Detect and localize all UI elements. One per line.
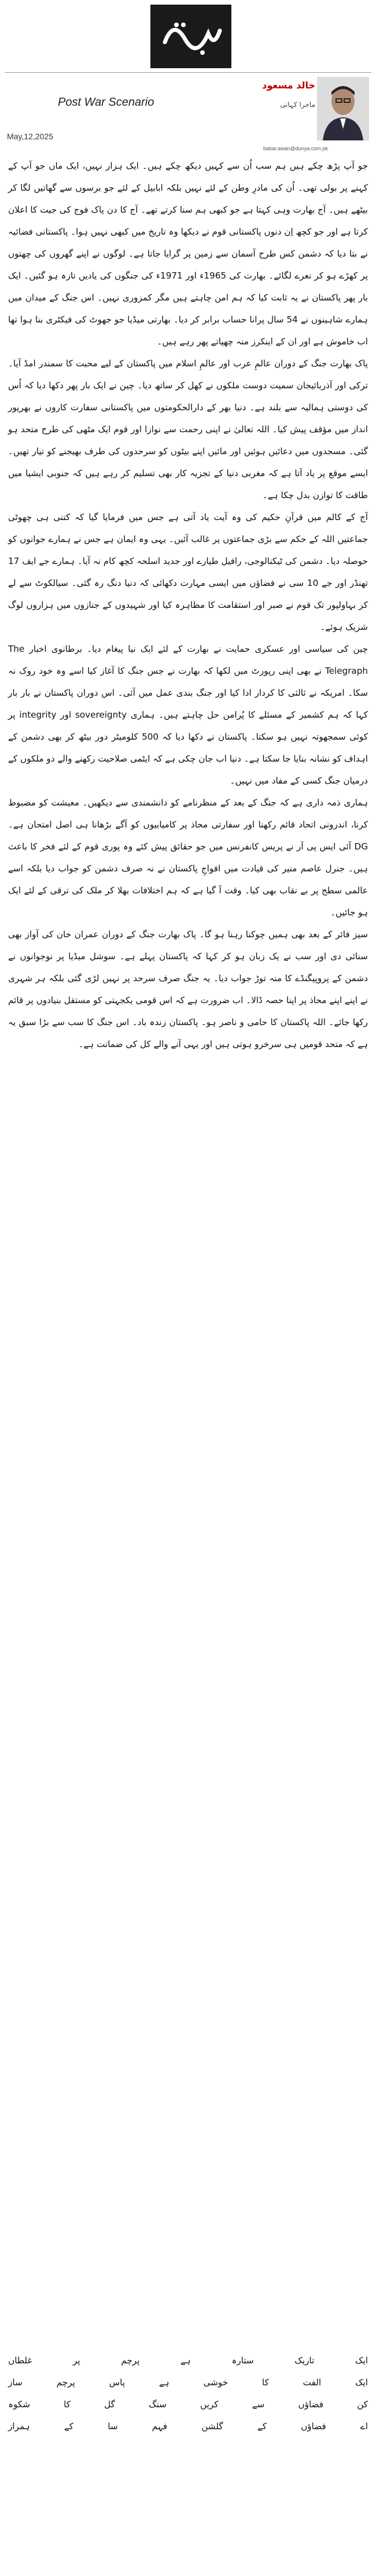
author-name: خالد مسعود [262, 80, 315, 91]
article-paragraph: سیز فائر کے بعد بھی ہمیں چوکنا رہنا ہو گا۔ پاک بھارت جنگ کے دوران عمران خان کی آواز بھی سنائی دی اور سب نے یک زبان ہو کر کہا کہ پاکستان پہلے ہے۔ سوشل میڈیا پر نوجوانوں نے دشمن کے پروپیگنڈے کا منہ توڑ جواب دیا۔ یہ جنگ صرف سرحد پر نہیں لڑی گئی بلکہ ہر شہری نے اپنے اپنے محاذ پر اپنا حصہ ڈالا۔ اب ضرورت ہے کہ اس قومی یکجہتی کو مستقل بنیادوں پر قائم رکھا جائے۔ اللہ پاکستان کا حامی و ناصر ہو۔ پاکستان زندہ باد۔ اس جنگ کا سب سے بڑا سبق یہ ہے کہ متحد قومیں ہی سرخرو ہوتی ہیں اور یہی آنے والے کل کی ضمانت ہے۔ [8, 929, 368, 1049]
verse-word: اے [360, 2421, 368, 2432]
verse-word: کن [357, 2399, 368, 2410]
verse-word: تاریک [294, 2355, 315, 2366]
verse-word: غلطاں [8, 2355, 32, 2366]
article-body [8, 155, 368, 1055]
verse-word: ہے [158, 2377, 169, 2388]
verse-line [8, 2415, 368, 2437]
verse-word: خوشی [203, 2377, 228, 2388]
verse-word: گل [104, 2399, 115, 2410]
verse-word: فہم [152, 2421, 168, 2432]
verse-line [8, 2349, 368, 2371]
closing-verse [8, 2349, 368, 2437]
author-portrait-icon [317, 77, 369, 140]
verse-word: ہمراز [8, 2421, 30, 2432]
article-paragraph: آج کے کالم میں قرآنِ حکیم کی وہ آیت یاد آتی ہے جس میں فرمایا گیا کہ کتنی ہی چھوٹی جماعتیں اللہ کے حکم سے بڑی جماعتوں پر غالب آئیں۔ یہی وہ ایمان ہے جس نے ہمارے جوانوں کو حوصلہ دیا۔ دشمن کی ٹیکنالوجی، رافیل طیارے اور جدید اسلحہ کچھ کام نہ آیا۔ ہمارے جے ایف 17 تھنڈر اور جے 10 سی نے فضاؤں میں ایسی مہارت دکھائی کہ دنیا دنگ رہ گئی۔ سیالکوٹ سے لے کر بہاولپور تک قوم نے صبر اور استقامت کا مظاہرہ کیا اور شہیدوں کے جنازوں میں ہزاروں لوگ شریک ہوئے۔ [8, 512, 368, 632]
publish-date: May,12,2025 [7, 132, 53, 141]
verse-word: ستارہ [231, 2355, 254, 2366]
verse-word: الفت [303, 2377, 322, 2388]
verse-word: کے [257, 2421, 267, 2432]
article-paragraph: چین کی سیاسی اور عسکری حمایت نے بھارت کے لئے ایک نیا پیغام دیا۔ برطانوی اخبار The Telegraph نے بھی اپنی رپورٹ میں لکھا کہ بھارت نے جس جنگ کا آغاز کیا اسے وہ خود روک نہ سکا۔ امریکہ نے ثالثی کا کردار ادا کیا اور جنگ بندی عمل میں آئی۔ اس دوران پاکستان نے بار بار کہا کہ ہم کشمیر کے مسئلے کا پُرامن حل چاہتے ہیں۔ ہماری sovereignty اور integrity پر کوئی سمجھوتہ نہیں ہو سکتا۔ پاکستان نے دکھا دیا کہ 500 کلومیٹر دور بیٹھ کر بھی دشمن کے اہداف کو نشانہ بنایا جا سکتا ہے۔ دنیا اب جان چکی ہے کہ ایٹمی صلاحیت رکھنے والے دو ملکوں کے درمیان جنگ کسی کے مفاد میں نہیں۔ [8, 644, 368, 786]
author-email: babar.awan@dunya.com.pk [263, 146, 328, 151]
verse-word: ساز [8, 2377, 23, 2388]
verse-word: گلشن [201, 2421, 223, 2432]
author-photo [317, 77, 369, 140]
verse-word: ایک [355, 2377, 368, 2388]
author-subtitle: ماجرا کہانی [279, 101, 315, 109]
newspaper-logo-mark [153, 8, 228, 65]
verse-line [8, 2393, 368, 2415]
article-paragraph: پاک بھارت جنگ کے دوران عالمِ عرب اور عالمِ اسلام میں پاکستان کے لیے محبت کا سمندر امڈ آیا۔ ترکی اور آذربائیجان سمیت دوست ملکوں نے کھل کر ساتھ دیا۔ چین نے ایک بار پھر دکھا دیا کہ اُس کی دوستی ہمالیہ سے بلند ہے۔ دنیا بھر کے دارالحکومتوں میں پاکستانی سفارت کاروں نے بھرپور انداز میں مؤقف پیش کیا۔ اللہ تعالیٰ نے اپنی رحمت سے نوازا اور قوم ایک مٹھی کی طرح متحد ہو گئی۔ مسجدوں میں دعائیں ہوئیں اور مائیں اپنے بیٹوں کو سرحدوں کی طرف بھیجنے کو تیار تھیں۔ ایسے موقع پر یاد آتا ہے کہ مغربی دنیا کے تجزیہ کار بھی تسلیم کر رہے ہیں کہ جنوبی ایشیا میں طاقت کا توازن بدل چکا ہے۔ [8, 358, 368, 500]
verse-word: فضاؤں [301, 2421, 326, 2432]
newspaper-logo [150, 5, 231, 68]
verse-line [8, 2371, 368, 2393]
verse-word: کا [261, 2377, 269, 2388]
verse-word: ہے [180, 2355, 191, 2366]
verse-word: ایک [355, 2355, 368, 2366]
verse-word: فضاؤں [298, 2399, 324, 2410]
article-paragraph: ہماری ذمہ داری ہے کہ جنگ کے بعد کے منظرنامے کو دانشمندی سے دیکھیں۔ معیشت کو مضبوط کرنا، اندرونی اتحاد قائم رکھنا اور سفارتی محاذ پر کامیابیوں کو آگے بڑھانا ہی اصل امتحان ہے۔ DG آئی ایس پی آر نے پریس کانفرنس میں جو حقائق پیش کئے وہ پوری قوم کے لئے فخر کا باعث ہیں۔ جنرل عاصم منیر کی قیادت میں افواجِ پاکستان نے نہ صرف دشمن کو جواب دیا بلکہ اسے عالمی سطح پر بے نقاب بھی کیا۔ وقت آ گیا ہے کہ ہم اختلافات بھلا کر ملک کی ترقی کے لئے ایک ہو جائیں۔ [8, 797, 368, 918]
verse-word: پر [72, 2355, 80, 2366]
verse-word: پرچم [121, 2355, 140, 2366]
verse-word: کے [64, 2421, 74, 2432]
verse-word: سنگ [149, 2399, 167, 2410]
article-paragraph: جو آپ پڑھ چکے ہیں ہم سب اُن سے کہیں دیکھ چکے ہیں۔ ایک ہزار نہیں، ایک ماں جو آپ کے کہنے پر بولی تھی۔ اُن کی مادرِ وطن کے لئے نہیں بلکہ ابابیل کے لئے جو برسوں سے گھاتیں لگا کر بیٹھے ہیں۔ آج بھارت وہی کہتا ہے جو کبھی ہم سنا کرتے تھے۔ آج کا دن پاک فوج کی جیت کا اعلان کرتا ہے اور جو کچھ اِن دنوں پاکستانی قوم نے دیکھا وہ تاریخ میں کبھی نہیں ہوا۔ پاکستانی فضائیہ نے بتا دیا کہ دشمن کس طرح آسمان سے زمین پر گرایا جاتا ہے۔ لوگوں نے اپنے گھروں کی چھتوں پر کھڑے ہو کر نعرے لگائے۔ بھارت کی 1965ء اور 1971ء کی جنگوں کی یادیں تازہ ہو گئیں۔ ایک بار پھر پاکستان نے یہ ثابت کیا کہ ہم امن چاہتے ہیں مگر کمزوری نہیں۔ اس جنگ کے میدان میں ہمارے شاہینوں نے 54 سال پرانا حساب برابر کر دیا۔ بھارتی میڈیا جو جھوٹ کی فیکٹری بنا ہوا تھا اب خاموش ہے اور ان کے اینکرز منہ چھپاتے پھر رہے ہیں۔ [8, 161, 368, 347]
masthead [0, 0, 376, 156]
column-title: Post War Scenario [58, 96, 154, 109]
verse-word: سا [108, 2421, 118, 2432]
verse-word: کریں [200, 2399, 219, 2410]
verse-word: سے [252, 2399, 265, 2410]
verse-word: پاس [109, 2377, 125, 2388]
verse-word: کا [64, 2399, 71, 2410]
header-rule [5, 72, 371, 73]
verse-word: پرچم [56, 2377, 75, 2388]
verse-word: شکوہ [8, 2399, 30, 2410]
